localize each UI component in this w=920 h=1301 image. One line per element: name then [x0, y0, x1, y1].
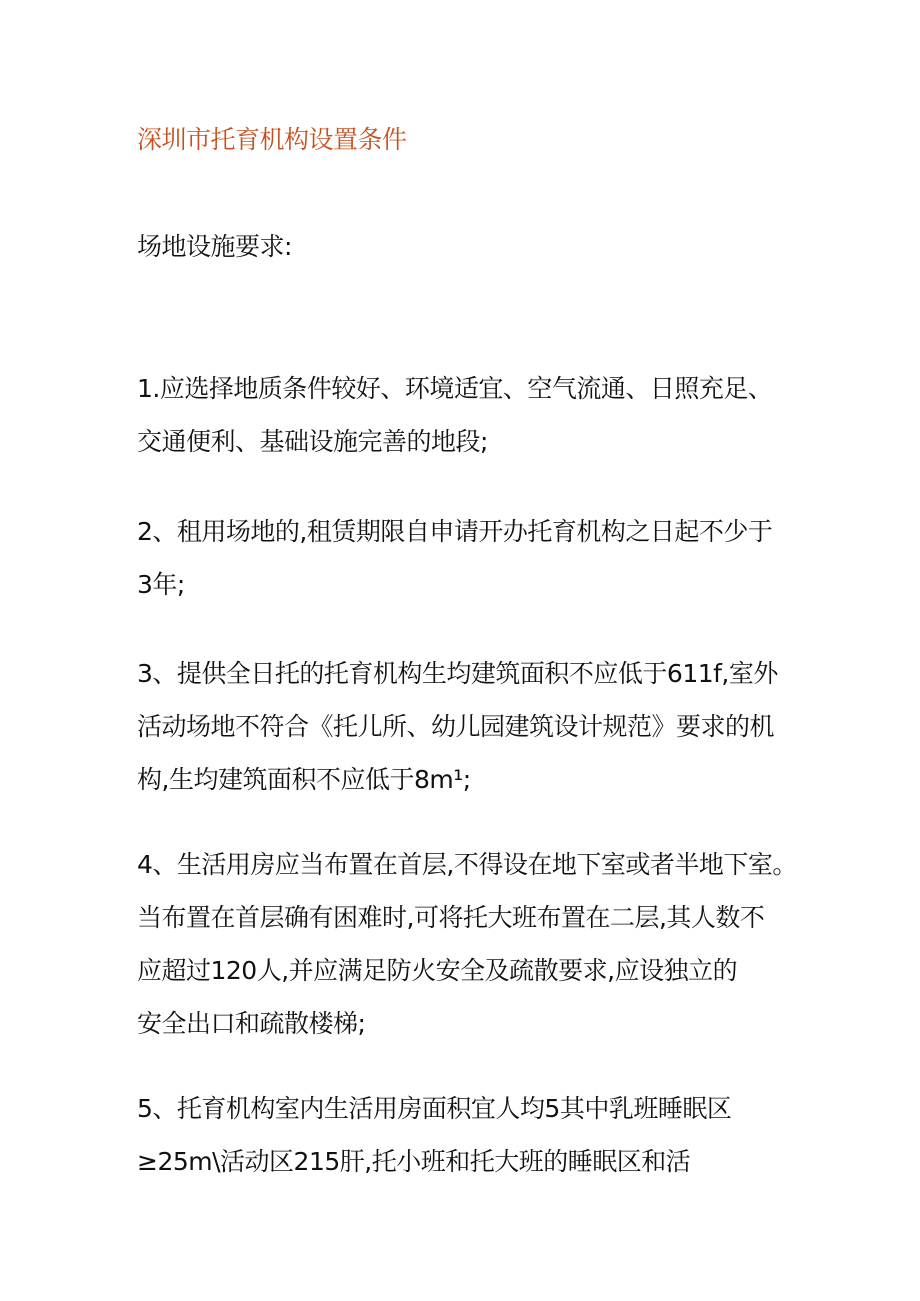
paragraph-line: 交通便利、基础设施完善的地段; [137, 427, 488, 456]
paragraph-line: ≥25m\活动区215肝,托小班和托大班的睡眠区和活 [137, 1147, 691, 1176]
paragraph-3 [137, 647, 797, 806]
paragraph-line: 当布置在首层确有困难时,可将托大班布置在二层,其人数不 [137, 903, 765, 932]
paragraph-line: 3年; [137, 570, 185, 599]
paragraph-line: 安全出口和疏散楼梯; [137, 1009, 366, 1038]
paragraph-line: 2、租用场地的,租赁期限自申请开办托育机构之日起不少于 [137, 517, 773, 546]
paragraph-line: 活动场地不符合《托儿所、幼儿园建筑设计规范》要求的机 [137, 712, 775, 741]
paragraph-line: 3、提供全日托的托育机构生均建筑面积不应低于611f,室外 [137, 659, 778, 688]
section-heading: 场地设施要求: [137, 232, 292, 261]
paragraph-line: 应超过120人,并应满足防火安全及疏散要求,应设独立的 [137, 956, 738, 985]
paragraph-1 [137, 362, 797, 468]
paragraph-line: 构,生均建筑面积不应低于8m¹; [137, 765, 471, 794]
paragraph-4 [137, 838, 797, 1050]
paragraph-5 [137, 1082, 797, 1188]
paragraph-line: 1.应选择地质条件较好、环境适宜、空气流通、日照充足、 [137, 374, 773, 403]
document-title: 深圳市托育机构设置条件 [137, 125, 407, 154]
paragraph-2 [137, 505, 797, 611]
paragraph-line: 4、生活用房应当布置在首层,不得设在地下室或者半地下室。 [137, 850, 797, 879]
paragraph-line: 5、托育机构室内生活用房面积宜人均5其中乳班睡眠区 [137, 1094, 732, 1123]
